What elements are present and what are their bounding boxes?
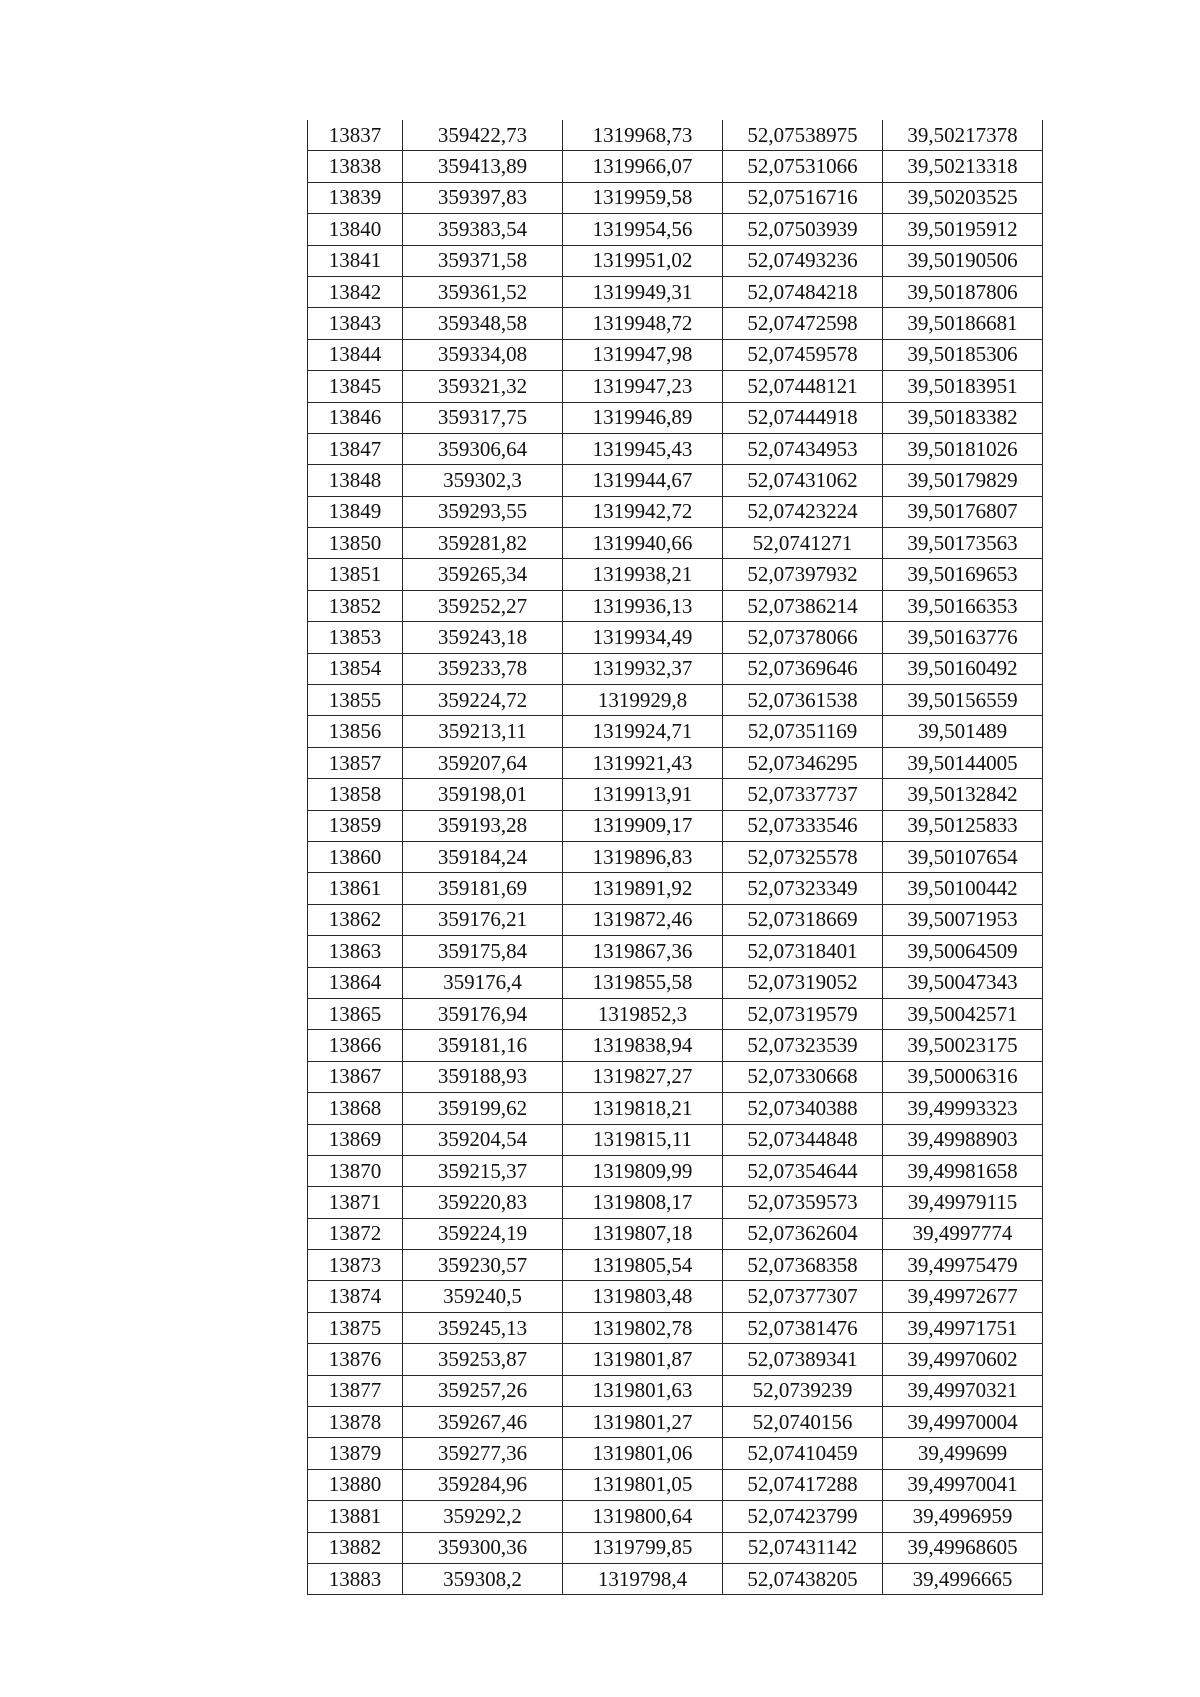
cell-coord-x: 359220,83 xyxy=(403,1187,563,1218)
cell-latitude: 52,07378066 xyxy=(723,622,883,653)
table-row xyxy=(308,245,1043,276)
cell-longitude: 39,49988903 xyxy=(883,1124,1043,1155)
table-row xyxy=(308,465,1043,496)
cell-point-number: 13874 xyxy=(308,1281,403,1312)
cell-point-number: 13855 xyxy=(308,685,403,716)
cell-longitude: 39,501489 xyxy=(883,716,1043,747)
table-row xyxy=(308,120,1043,151)
cell-coord-y: 1319827,27 xyxy=(563,1061,723,1092)
cell-coord-x: 359184,24 xyxy=(403,841,563,872)
table-row xyxy=(308,371,1043,402)
cell-point-number: 13856 xyxy=(308,716,403,747)
cell-longitude: 39,50173563 xyxy=(883,528,1043,559)
cell-longitude: 39,499699 xyxy=(883,1438,1043,1469)
coordinates-table xyxy=(307,120,1043,1595)
cell-longitude: 39,50183951 xyxy=(883,371,1043,402)
cell-point-number: 13865 xyxy=(308,998,403,1029)
cell-longitude: 39,50047343 xyxy=(883,967,1043,998)
cell-coord-x: 359198,01 xyxy=(403,779,563,810)
cell-point-number: 13857 xyxy=(308,747,403,778)
cell-longitude: 39,50107654 xyxy=(883,841,1043,872)
cell-coord-y: 1319805,54 xyxy=(563,1250,723,1281)
cell-latitude: 52,07351169 xyxy=(723,716,883,747)
cell-coord-x: 359181,16 xyxy=(403,1030,563,1061)
cell-coord-x: 359383,54 xyxy=(403,214,563,245)
cell-coord-y: 1319924,71 xyxy=(563,716,723,747)
table-row xyxy=(308,590,1043,621)
cell-point-number: 13843 xyxy=(308,308,403,339)
cell-coord-y: 1319891,92 xyxy=(563,873,723,904)
cell-coord-y: 1319938,21 xyxy=(563,559,723,590)
cell-coord-y: 1319949,31 xyxy=(563,276,723,307)
table-row xyxy=(308,967,1043,998)
cell-coord-y: 1319947,23 xyxy=(563,371,723,402)
cell-point-number: 13841 xyxy=(308,245,403,276)
cell-coord-y: 1319954,56 xyxy=(563,214,723,245)
cell-coord-y: 1319801,87 xyxy=(563,1344,723,1375)
cell-coord-x: 359215,37 xyxy=(403,1155,563,1186)
cell-longitude: 39,50203525 xyxy=(883,182,1043,213)
cell-latitude: 52,07417288 xyxy=(723,1469,883,1500)
cell-point-number: 13876 xyxy=(308,1344,403,1375)
cell-latitude: 52,07484218 xyxy=(723,276,883,307)
cell-longitude: 39,50169653 xyxy=(883,559,1043,590)
cell-latitude: 52,07386214 xyxy=(723,590,883,621)
cell-point-number: 13850 xyxy=(308,528,403,559)
cell-latitude: 52,07438205 xyxy=(723,1563,883,1594)
cell-longitude: 39,49968605 xyxy=(883,1532,1043,1563)
cell-coord-x: 359207,64 xyxy=(403,747,563,778)
table-row xyxy=(308,151,1043,182)
cell-latitude: 52,07459578 xyxy=(723,339,883,370)
table-row xyxy=(308,182,1043,213)
cell-latitude: 52,07325578 xyxy=(723,841,883,872)
cell-longitude: 39,50144005 xyxy=(883,747,1043,778)
cell-coord-x: 359233,78 xyxy=(403,653,563,684)
cell-coord-x: 359257,26 xyxy=(403,1375,563,1406)
cell-longitude: 39,50156559 xyxy=(883,685,1043,716)
cell-latitude: 52,07369646 xyxy=(723,653,883,684)
cell-latitude: 52,07354644 xyxy=(723,1155,883,1186)
cell-coord-y: 1319800,64 xyxy=(563,1501,723,1532)
cell-longitude: 39,49972677 xyxy=(883,1281,1043,1312)
cell-coord-x: 359371,58 xyxy=(403,245,563,276)
cell-longitude: 39,49981658 xyxy=(883,1155,1043,1186)
table-row xyxy=(308,1563,1043,1594)
cell-coord-y: 1319947,98 xyxy=(563,339,723,370)
cell-coord-x: 359300,36 xyxy=(403,1532,563,1563)
cell-coord-x: 359224,19 xyxy=(403,1218,563,1249)
cell-longitude: 39,49970321 xyxy=(883,1375,1043,1406)
cell-point-number: 13861 xyxy=(308,873,403,904)
table-row xyxy=(308,1281,1043,1312)
table-row xyxy=(308,653,1043,684)
cell-point-number: 13881 xyxy=(308,1501,403,1532)
cell-longitude: 39,49975479 xyxy=(883,1250,1043,1281)
cell-latitude: 52,07516716 xyxy=(723,182,883,213)
table-row xyxy=(308,873,1043,904)
cell-coord-x: 359293,55 xyxy=(403,496,563,527)
cell-coord-x: 359422,73 xyxy=(403,120,563,151)
cell-coord-y: 1319921,43 xyxy=(563,747,723,778)
cell-longitude: 39,50217378 xyxy=(883,120,1043,151)
table-row xyxy=(308,496,1043,527)
table-row xyxy=(308,1438,1043,1469)
cell-coord-x: 359292,2 xyxy=(403,1501,563,1532)
cell-coord-x: 359265,34 xyxy=(403,559,563,590)
cell-point-number: 13858 xyxy=(308,779,403,810)
cell-coord-y: 1319913,91 xyxy=(563,779,723,810)
cell-coord-x: 359253,87 xyxy=(403,1344,563,1375)
cell-coord-y: 1319798,4 xyxy=(563,1563,723,1594)
cell-latitude: 52,07389341 xyxy=(723,1344,883,1375)
cell-longitude: 39,50213318 xyxy=(883,151,1043,182)
cell-coord-x: 359302,3 xyxy=(403,465,563,496)
table-row xyxy=(308,1375,1043,1406)
cell-longitude: 39,50071953 xyxy=(883,904,1043,935)
cell-latitude: 52,07319052 xyxy=(723,967,883,998)
cell-coord-y: 1319801,06 xyxy=(563,1438,723,1469)
cell-point-number: 13873 xyxy=(308,1250,403,1281)
cell-coord-x: 359413,89 xyxy=(403,151,563,182)
table-row xyxy=(308,1469,1043,1500)
table-row xyxy=(308,1218,1043,1249)
cell-point-number: 13868 xyxy=(308,1093,403,1124)
cell-latitude: 52,07368358 xyxy=(723,1250,883,1281)
cell-coord-y: 1319801,63 xyxy=(563,1375,723,1406)
cell-point-number: 13844 xyxy=(308,339,403,370)
cell-coord-y: 1319872,46 xyxy=(563,904,723,935)
cell-coord-y: 1319838,94 xyxy=(563,1030,723,1061)
cell-coord-y: 1319802,78 xyxy=(563,1312,723,1343)
cell-longitude: 39,49993323 xyxy=(883,1093,1043,1124)
cell-coord-x: 359306,64 xyxy=(403,433,563,464)
cell-point-number: 13847 xyxy=(308,433,403,464)
cell-coord-y: 1319946,89 xyxy=(563,402,723,433)
cell-longitude: 39,50179829 xyxy=(883,465,1043,496)
table-row xyxy=(308,1124,1043,1155)
cell-longitude: 39,50166353 xyxy=(883,590,1043,621)
table-row xyxy=(308,685,1043,716)
cell-longitude: 39,50023175 xyxy=(883,1030,1043,1061)
cell-latitude: 52,07434953 xyxy=(723,433,883,464)
cell-coord-y: 1319801,05 xyxy=(563,1469,723,1500)
cell-longitude: 39,50064509 xyxy=(883,936,1043,967)
table-row xyxy=(308,998,1043,1029)
cell-point-number: 13849 xyxy=(308,496,403,527)
cell-latitude: 52,07448121 xyxy=(723,371,883,402)
cell-latitude: 52,07397932 xyxy=(723,559,883,590)
cell-point-number: 13875 xyxy=(308,1312,403,1343)
cell-latitude: 52,07423224 xyxy=(723,496,883,527)
cell-coord-y: 1319940,66 xyxy=(563,528,723,559)
cell-coord-x: 359277,36 xyxy=(403,1438,563,1469)
cell-point-number: 13867 xyxy=(308,1061,403,1092)
cell-latitude: 52,07444918 xyxy=(723,402,883,433)
cell-longitude: 39,49979115 xyxy=(883,1187,1043,1218)
table-row xyxy=(308,622,1043,653)
cell-longitude: 39,49970602 xyxy=(883,1344,1043,1375)
cell-latitude: 52,07531066 xyxy=(723,151,883,182)
cell-point-number: 13852 xyxy=(308,590,403,621)
cell-coord-x: 359193,28 xyxy=(403,810,563,841)
cell-latitude: 52,07344848 xyxy=(723,1124,883,1155)
cell-longitude: 39,49970041 xyxy=(883,1469,1043,1500)
cell-longitude: 39,49971751 xyxy=(883,1312,1043,1343)
cell-longitude: 39,50160492 xyxy=(883,653,1043,684)
cell-latitude: 52,07319579 xyxy=(723,998,883,1029)
cell-point-number: 13877 xyxy=(308,1375,403,1406)
cell-coord-x: 359181,69 xyxy=(403,873,563,904)
table-row xyxy=(308,1030,1043,1061)
cell-coord-y: 1319818,21 xyxy=(563,1093,723,1124)
cell-latitude: 52,07340388 xyxy=(723,1093,883,1124)
cell-longitude: 39,50125833 xyxy=(883,810,1043,841)
cell-point-number: 13845 xyxy=(308,371,403,402)
cell-latitude: 52,0739239 xyxy=(723,1375,883,1406)
cell-point-number: 13869 xyxy=(308,1124,403,1155)
table-row xyxy=(308,402,1043,433)
cell-latitude: 52,07431142 xyxy=(723,1532,883,1563)
table-row xyxy=(308,339,1043,370)
cell-latitude: 52,07323349 xyxy=(723,873,883,904)
cell-latitude: 52,07323539 xyxy=(723,1030,883,1061)
cell-longitude: 39,4996959 xyxy=(883,1501,1043,1532)
cell-coord-y: 1319929,8 xyxy=(563,685,723,716)
cell-coord-x: 359348,58 xyxy=(403,308,563,339)
cell-longitude: 39,50186681 xyxy=(883,308,1043,339)
cell-coord-y: 1319799,85 xyxy=(563,1532,723,1563)
cell-latitude: 52,07381476 xyxy=(723,1312,883,1343)
cell-point-number: 13853 xyxy=(308,622,403,653)
table-row xyxy=(308,841,1043,872)
cell-latitude: 52,07337737 xyxy=(723,779,883,810)
cell-coord-y: 1319944,67 xyxy=(563,465,723,496)
table-row xyxy=(308,1250,1043,1281)
cell-coord-x: 359252,27 xyxy=(403,590,563,621)
cell-latitude: 52,07318669 xyxy=(723,904,883,935)
cell-coord-x: 359240,5 xyxy=(403,1281,563,1312)
cell-coord-x: 359267,46 xyxy=(403,1407,563,1438)
cell-coord-y: 1319951,02 xyxy=(563,245,723,276)
cell-coord-x: 359213,11 xyxy=(403,716,563,747)
cell-coord-x: 359230,57 xyxy=(403,1250,563,1281)
cell-point-number: 13854 xyxy=(308,653,403,684)
cell-coord-x: 359176,21 xyxy=(403,904,563,935)
cell-latitude: 52,07362604 xyxy=(723,1218,883,1249)
cell-longitude: 39,50042571 xyxy=(883,998,1043,1029)
cell-coord-x: 359245,13 xyxy=(403,1312,563,1343)
cell-coord-y: 1319932,37 xyxy=(563,653,723,684)
cell-coord-y: 1319948,72 xyxy=(563,308,723,339)
cell-point-number: 13864 xyxy=(308,967,403,998)
cell-point-number: 13880 xyxy=(308,1469,403,1500)
cell-longitude: 39,4997774 xyxy=(883,1218,1043,1249)
cell-coord-x: 359188,93 xyxy=(403,1061,563,1092)
cell-coord-y: 1319968,73 xyxy=(563,120,723,151)
cell-point-number: 13840 xyxy=(308,214,403,245)
cell-longitude: 39,4996665 xyxy=(883,1563,1043,1594)
cell-latitude: 52,07333546 xyxy=(723,810,883,841)
cell-point-number: 13846 xyxy=(308,402,403,433)
cell-longitude: 39,50132842 xyxy=(883,779,1043,810)
cell-longitude: 39,50176807 xyxy=(883,496,1043,527)
table-row xyxy=(308,433,1043,464)
table-row xyxy=(308,1344,1043,1375)
coordinates-table-body xyxy=(308,120,1043,1595)
cell-point-number: 13872 xyxy=(308,1218,403,1249)
cell-point-number: 13882 xyxy=(308,1532,403,1563)
cell-coord-y: 1319809,99 xyxy=(563,1155,723,1186)
cell-coord-y: 1319966,07 xyxy=(563,151,723,182)
cell-latitude: 52,07472598 xyxy=(723,308,883,339)
table-row xyxy=(308,1501,1043,1532)
cell-point-number: 13866 xyxy=(308,1030,403,1061)
cell-point-number: 13878 xyxy=(308,1407,403,1438)
cell-latitude: 52,07361538 xyxy=(723,685,883,716)
table-row xyxy=(308,528,1043,559)
cell-point-number: 13871 xyxy=(308,1187,403,1218)
table-row xyxy=(308,559,1043,590)
cell-point-number: 13838 xyxy=(308,151,403,182)
table-row xyxy=(308,1312,1043,1343)
table-row xyxy=(308,904,1043,935)
cell-coord-x: 359176,4 xyxy=(403,967,563,998)
cell-coord-y: 1319808,17 xyxy=(563,1187,723,1218)
table-row xyxy=(308,1407,1043,1438)
cell-point-number: 13839 xyxy=(308,182,403,213)
cell-coord-x: 359397,83 xyxy=(403,182,563,213)
cell-latitude: 52,07431062 xyxy=(723,465,883,496)
cell-coord-y: 1319959,58 xyxy=(563,182,723,213)
cell-coord-x: 359176,94 xyxy=(403,998,563,1029)
cell-latitude: 52,07410459 xyxy=(723,1438,883,1469)
cell-longitude: 39,49970004 xyxy=(883,1407,1043,1438)
cell-coord-y: 1319855,58 xyxy=(563,967,723,998)
cell-coord-y: 1319807,18 xyxy=(563,1218,723,1249)
cell-coord-x: 359308,2 xyxy=(403,1563,563,1594)
cell-coord-y: 1319936,13 xyxy=(563,590,723,621)
table-row xyxy=(308,214,1043,245)
cell-coord-x: 359317,75 xyxy=(403,402,563,433)
cell-coord-x: 359334,08 xyxy=(403,339,563,370)
cell-point-number: 13851 xyxy=(308,559,403,590)
cell-point-number: 13842 xyxy=(308,276,403,307)
cell-coord-x: 359204,54 xyxy=(403,1124,563,1155)
cell-coord-x: 359199,62 xyxy=(403,1093,563,1124)
cell-coord-y: 1319896,83 xyxy=(563,841,723,872)
cell-point-number: 13860 xyxy=(308,841,403,872)
cell-coord-y: 1319867,36 xyxy=(563,936,723,967)
cell-coord-x: 359281,82 xyxy=(403,528,563,559)
cell-longitude: 39,50181026 xyxy=(883,433,1043,464)
cell-longitude: 39,50185306 xyxy=(883,339,1043,370)
cell-latitude: 52,07538975 xyxy=(723,120,883,151)
cell-latitude: 52,07423799 xyxy=(723,1501,883,1532)
cell-latitude: 52,07503939 xyxy=(723,214,883,245)
table-row xyxy=(308,1155,1043,1186)
cell-coord-x: 359224,72 xyxy=(403,685,563,716)
cell-point-number: 13848 xyxy=(308,465,403,496)
cell-longitude: 39,50195912 xyxy=(883,214,1043,245)
cell-longitude: 39,50006316 xyxy=(883,1061,1043,1092)
table-row xyxy=(308,276,1043,307)
cell-point-number: 13879 xyxy=(308,1438,403,1469)
cell-coord-y: 1319945,43 xyxy=(563,433,723,464)
cell-coord-x: 359284,96 xyxy=(403,1469,563,1500)
cell-coord-y: 1319815,11 xyxy=(563,1124,723,1155)
table-row xyxy=(308,308,1043,339)
cell-latitude: 52,07318401 xyxy=(723,936,883,967)
cell-coord-y: 1319942,72 xyxy=(563,496,723,527)
cell-point-number: 13870 xyxy=(308,1155,403,1186)
table-row xyxy=(308,1532,1043,1563)
cell-longitude: 39,50183382 xyxy=(883,402,1043,433)
cell-longitude: 39,50100442 xyxy=(883,873,1043,904)
cell-latitude: 52,07346295 xyxy=(723,747,883,778)
cell-latitude: 52,07377307 xyxy=(723,1281,883,1312)
table-row xyxy=(308,747,1043,778)
cell-point-number: 13863 xyxy=(308,936,403,967)
table-row xyxy=(308,779,1043,810)
cell-coord-x: 359321,32 xyxy=(403,371,563,402)
cell-coord-x: 359243,18 xyxy=(403,622,563,653)
cell-point-number: 13859 xyxy=(308,810,403,841)
cell-point-number: 13862 xyxy=(308,904,403,935)
table-row xyxy=(308,1187,1043,1218)
cell-coord-y: 1319909,17 xyxy=(563,810,723,841)
cell-coord-x: 359175,84 xyxy=(403,936,563,967)
cell-coord-y: 1319801,27 xyxy=(563,1407,723,1438)
cell-coord-y: 1319803,48 xyxy=(563,1281,723,1312)
cell-longitude: 39,50163776 xyxy=(883,622,1043,653)
cell-coord-y: 1319852,3 xyxy=(563,998,723,1029)
table-row xyxy=(308,810,1043,841)
cell-coord-x: 359361,52 xyxy=(403,276,563,307)
cell-latitude: 52,07330668 xyxy=(723,1061,883,1092)
cell-coord-y: 1319934,49 xyxy=(563,622,723,653)
table-row xyxy=(308,716,1043,747)
cell-latitude: 52,0741271 xyxy=(723,528,883,559)
table-row xyxy=(308,1093,1043,1124)
table-row xyxy=(308,1061,1043,1092)
cell-longitude: 39,50187806 xyxy=(883,276,1043,307)
cell-point-number: 13837 xyxy=(308,120,403,151)
cell-longitude: 39,50190506 xyxy=(883,245,1043,276)
cell-latitude: 52,07493236 xyxy=(723,245,883,276)
cell-latitude: 52,0740156 xyxy=(723,1407,883,1438)
cell-latitude: 52,07359573 xyxy=(723,1187,883,1218)
cell-point-number: 13883 xyxy=(308,1563,403,1594)
table-row xyxy=(308,936,1043,967)
